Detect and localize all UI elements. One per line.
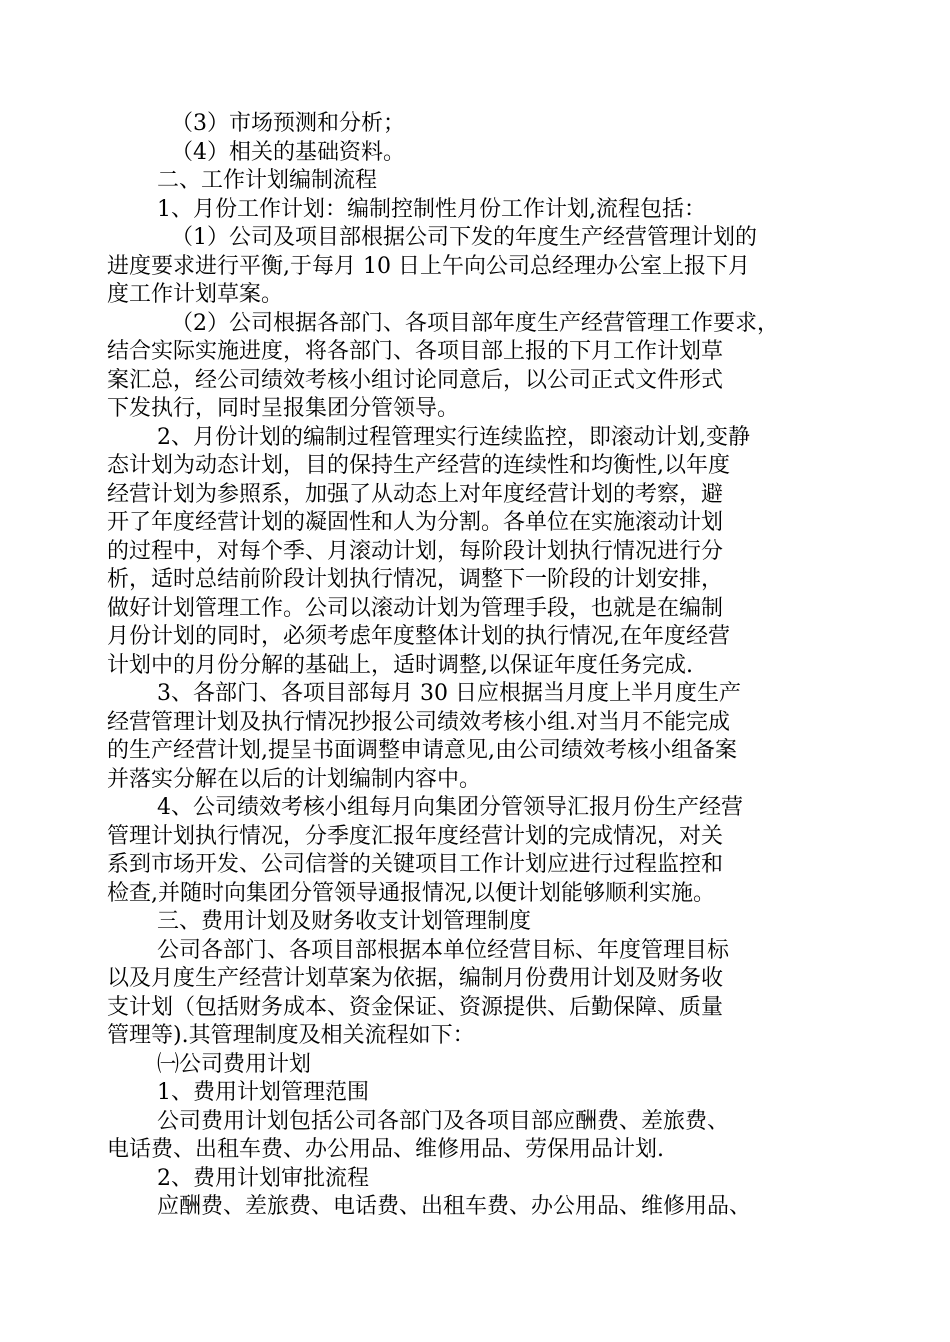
- text-line: 态计划为动态计划，目的保持生产经营的连续性和均衡性,以年度: [107, 453, 730, 478]
- text-line: 计划中的月份分解的基础上，适时调整,以保证年度任务完成.: [107, 652, 693, 678]
- text-line: 公司费用计划包括公司各部门及各项目部应酬费、差旅费、: [157, 1108, 730, 1134]
- text-line: 管理等).其管理制度及相关流程如下：: [107, 1023, 475, 1048]
- text-line: 4、公司绩效考核小组每月向集团分管领导汇报月份生产经营: [157, 795, 743, 820]
- text-line: 经营计划为参照系，加强了从动态上对年度经营计划的考察，避: [107, 481, 724, 507]
- text-line: 的生产经营计划,提呈书面调整申请意见,由公司绩效考核小组备案: [107, 738, 737, 763]
- text-line: 检查,并随时向集团分管领导通报情况,以便计划能够顺利实施。: [107, 880, 715, 906]
- text-line: 应酬费、差旅费、电话费、出租车费、办公用品、维修用品、: [157, 1194, 752, 1219]
- text-line: 并落实分解在以后的计划编制内容中。: [107, 766, 482, 792]
- text-line: 开了年度经营计划的凝固性和人为分割。各单位在实施滚动计划: [107, 510, 724, 535]
- text-line: （2）公司根据各部门、各项目部年度生产经营管理工作要求，: [171, 310, 779, 336]
- text-line: 结合实际实施进度，将各部门、各项目部上报的下月工作计划草: [107, 339, 724, 364]
- text-line: 电话费、出租车费、办公用品、维修用品、劳保用品计划.: [107, 1137, 664, 1162]
- document-body: [107, 110, 843, 1222]
- text-line: 经营管理计划及执行情况抄报公司绩效考核小组.对当月不能完成: [107, 709, 730, 735]
- text-line: 进度要求进行平衡,于每月 10 日上午向公司总经理办公室上报下月: [107, 253, 750, 279]
- text-line: 以及月度生产经营计划草案为依据，编制月份费用计划及财务收: [107, 966, 724, 991]
- text-line: 月份计划的同时，必须考虑年度整体计划的执行情况,在年度经营: [107, 624, 730, 649]
- text-line: 管理计划执行情况，分季度汇报年度经营计划的完成情况，对关: [107, 823, 724, 849]
- text-line: 下发执行，同时呈报集团分管领导。: [107, 396, 460, 421]
- text-line: 做好计划管理工作。公司以滚动计划为管理手段，也就是在编制: [107, 595, 724, 621]
- text-line: 二、工作计划编制流程: [157, 168, 378, 193]
- text-line: 案汇总，经公司绩效考核小组讨论同意后，以公司正式文件形式: [107, 367, 724, 393]
- text-line: 3、各部门、各项目部每月 30 日应根据当月度上半月度生产: [157, 681, 741, 706]
- text-line: 析，适时总结前阶段计划执行情况，调整下一阶段的计划安排，: [107, 567, 724, 592]
- text-line: 度工作计划草案。: [107, 282, 284, 307]
- text-line: 2、月份计划的编制过程管理实行连续监控，即滚动计划,变静: [157, 424, 750, 450]
- text-line: 1、费用计划管理范围: [157, 1080, 369, 1105]
- text-line: 公司各部门、各项目部根据本单位经营目标、年度管理目标: [157, 937, 730, 963]
- text-line: 支计划（包括财务成本、资金保证、资源提供、后勤保障、质量: [107, 994, 724, 1020]
- text-line: （4）相关的基础资料。: [171, 139, 405, 165]
- text-line: 1、月份工作计划：编制控制性月份工作计划,流程包括：: [157, 196, 706, 222]
- text-line: 的过程中，对每个季、月滚动计划，每阶段计划执行情况进行分: [107, 538, 724, 564]
- text-line: 三、费用计划及财务收支计划管理制度: [157, 909, 532, 934]
- text-line: 2、费用计划审批流程: [157, 1165, 369, 1191]
- text-line: （1）公司及项目部根据公司下发的年度生产经营管理计划的: [171, 225, 757, 250]
- text-line: ㈠公司费用计划: [157, 1051, 312, 1077]
- text-line: （3）市场预测和分析；: [171, 111, 405, 136]
- text-line: 系到市场开发、公司信誉的关键项目工作计划应进行过程监控和: [107, 852, 724, 877]
